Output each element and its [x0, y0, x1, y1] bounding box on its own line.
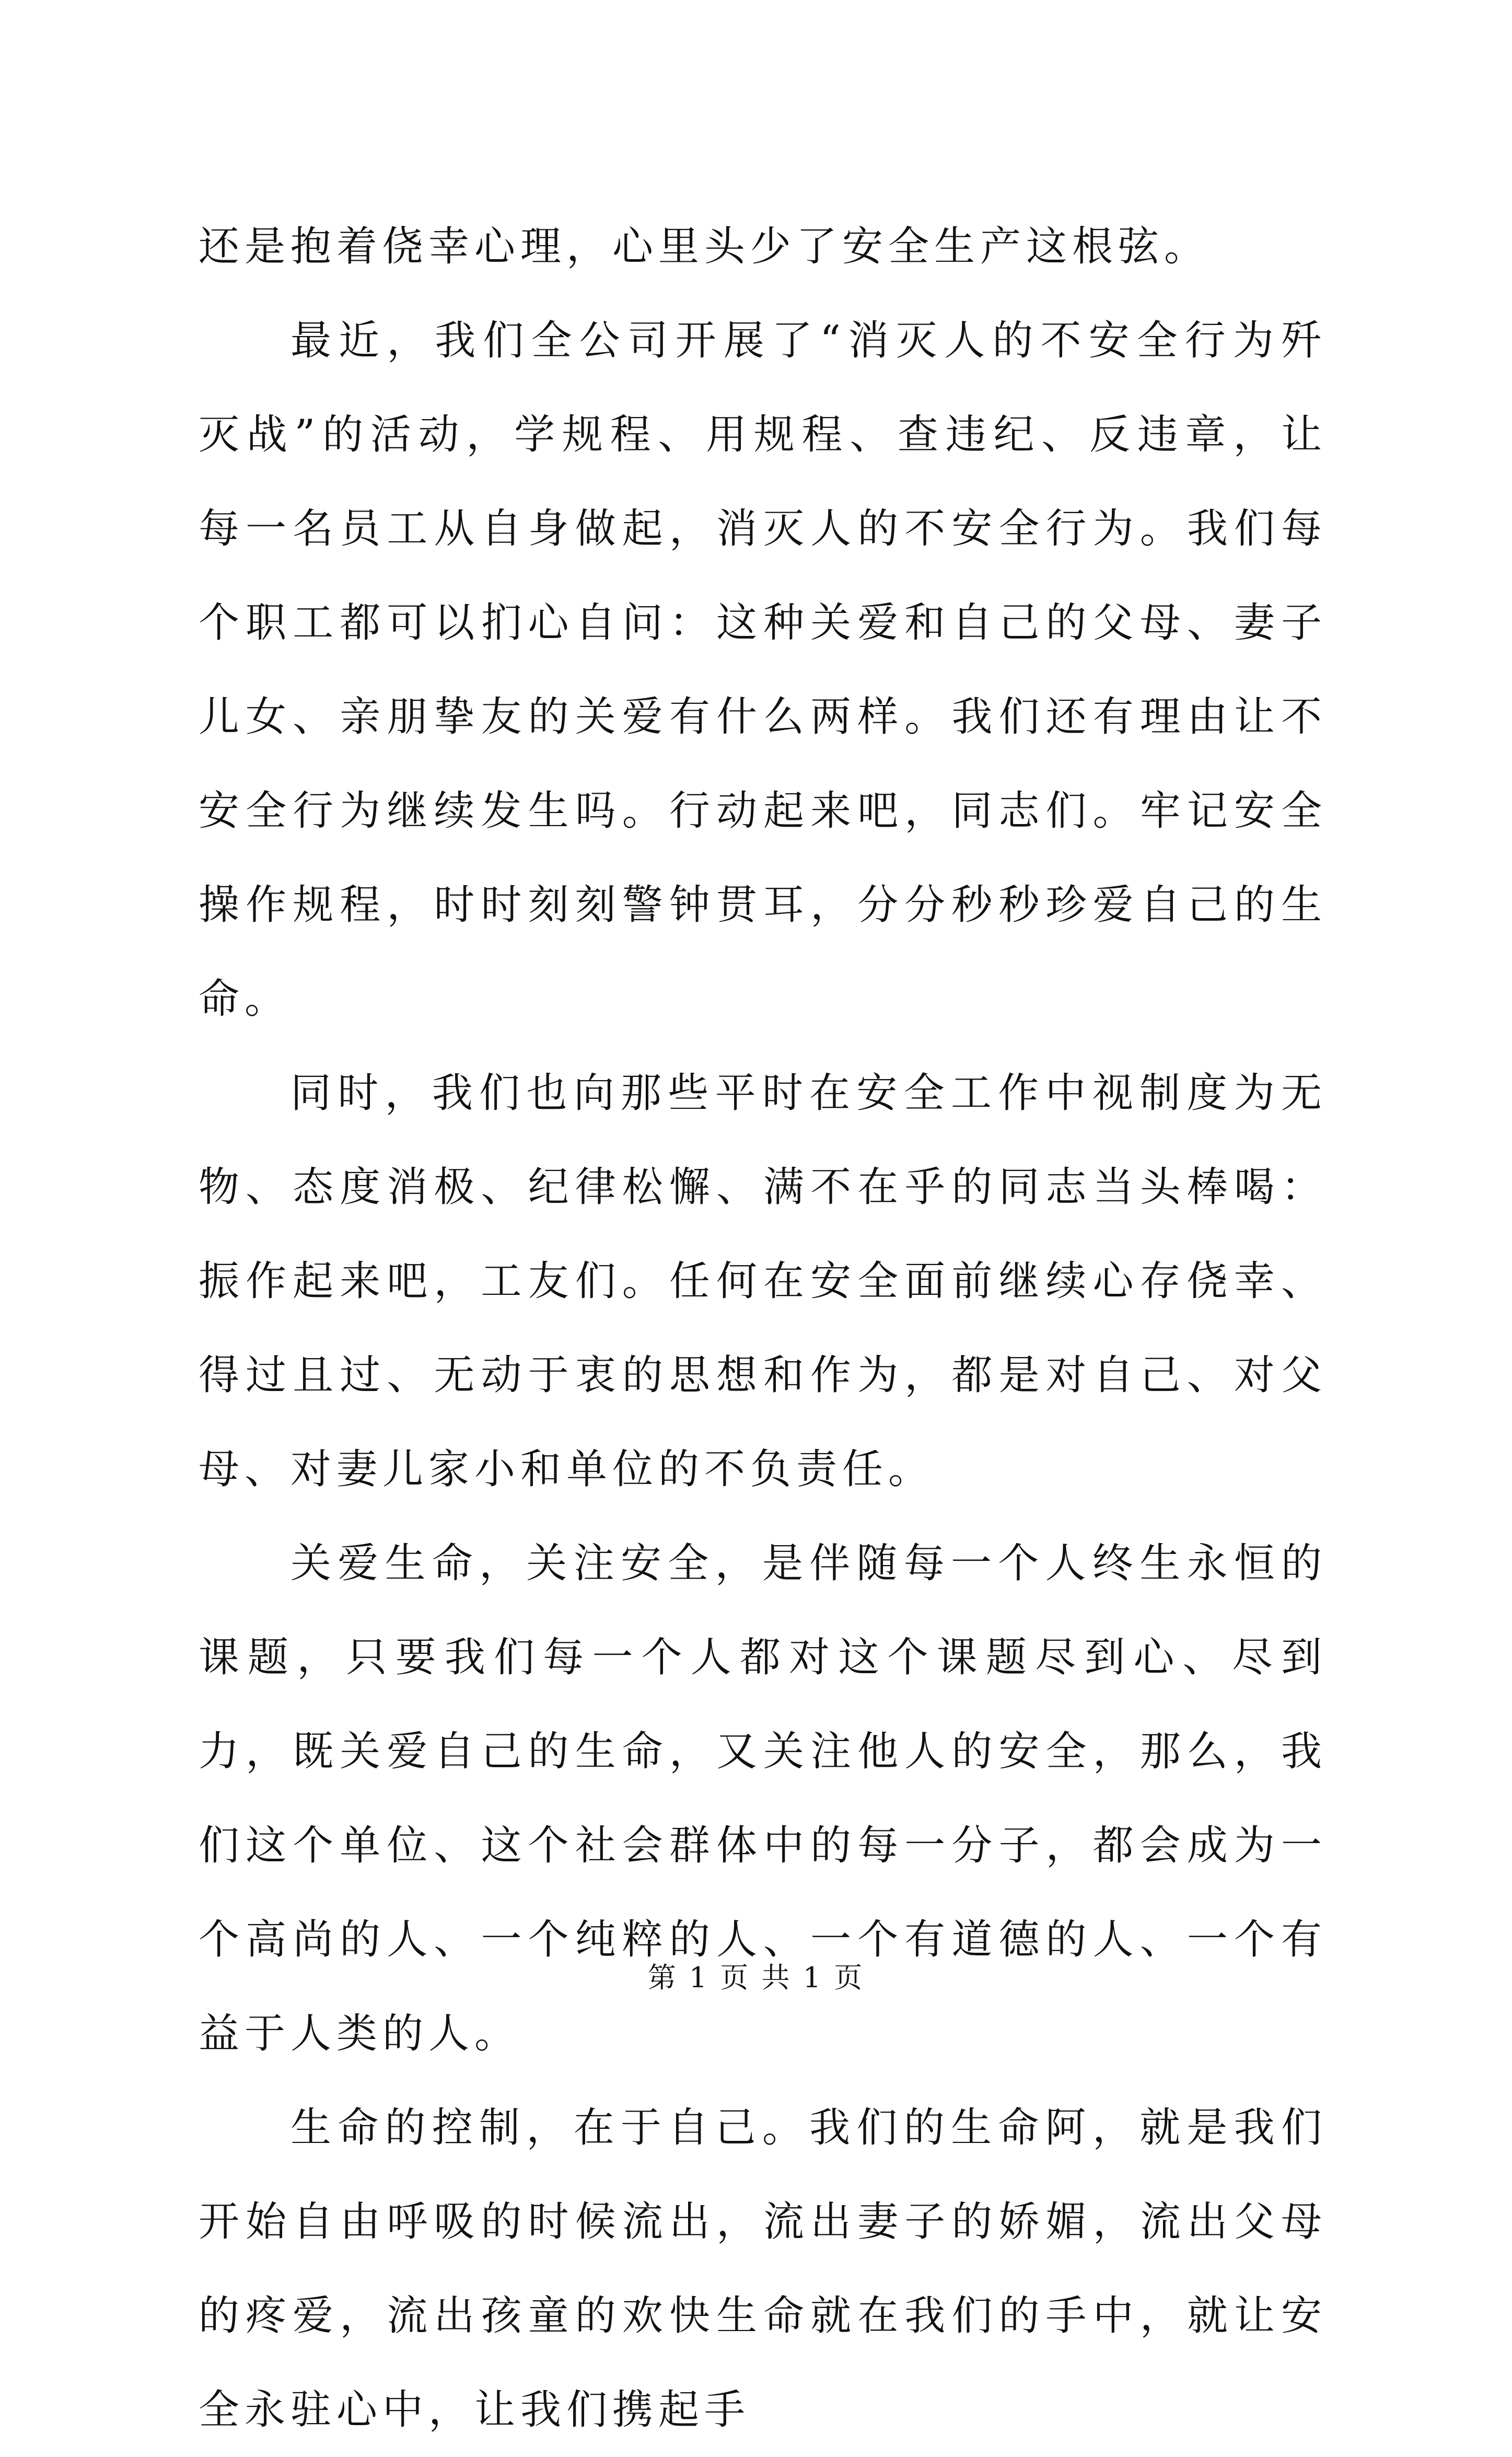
paragraph-control-of-life: 生命的控制，在于自己。我们的生命阿，就是我们开始自由呼吸的时候流出，流出妻子的娇媚，流出父母的疼爱，流出孩童的欢快生命就在我们的手中，就让安全永驻心中，让我们携起手: [199, 2104, 1327, 2433]
document-body: [199, 200, 1327, 2457]
paragraph-continued: 还是抱着侥幸心理，心里头少了安全生产这根弦。: [199, 223, 1211, 270]
paragraph-care-for-life: 关爱生命，关注安全，是伴随每一个人终生永恒的课题，只要我们每一个人都对这个课题尽到心、尽到力，既关爱自己的生命，又关注他人的安全，那么，我们这个单位、这个社会群体中的每一分子，都会成为一个高尚的人、一个纯粹的人、一个有道德的人、一个有益于人类的人。: [199, 1540, 1327, 2057]
page-number-footer: 第 1 页 共 1 页: [647, 1961, 865, 1994]
paragraph-warning: 同时，我们也向那些平时在安全工作中视制度为无物、态度消极、纪律松懈、满不在乎的同志当头棒喝：振作起来吧，工友们。任何在安全面前继续心存侥幸、得过且过、无动于衷的思想和作为，都是对自己、对父母、对妻儿家小和单位的不负责任。: [199, 1070, 1327, 1493]
paragraph-campaign: 最近，我们全公司开展了“消灭人的不安全行为歼灭战”的活动，学规程、用规程、查违纪、反违章，让每一名员工从自身做起，消灭人的不安全行为。我们每个职工都可以扪心自问：这种关爱和自己的父母、妻子儿女、亲朋挚友的关爱有什么两样。我们还有理由让不安全行为继续发生吗。行动起来吧，同志们。牢记安全操作规程，时时刻刻警钟贯耳，分分秒秒珍爱自己的生命。: [199, 317, 1327, 1023]
